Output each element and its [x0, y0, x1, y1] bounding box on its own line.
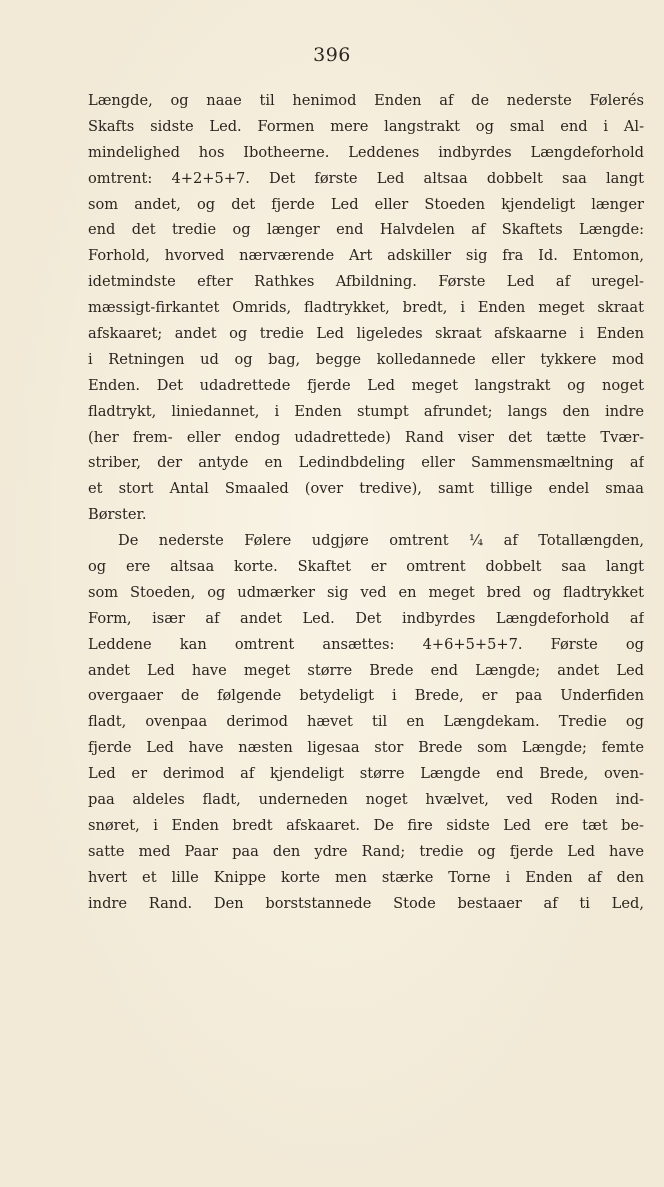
text-line: et stort Antal Smaaled (over tredive), samt tillige endel smaa	[88, 480, 644, 498]
text-line: Enden. Det udadrettede fjerde Led meget langstrakt og noget	[88, 376, 644, 394]
text-line: fladtrykt, liniedannet, i Enden stumpt afrundet; langs den indre	[88, 402, 644, 420]
text-line: snøret, i Enden bredt afskaaret. De fire sidste Led ere tæt be-	[88, 816, 644, 834]
text-line: satte med Paar paa den ydre Rand; tredie og fjerde Led have	[88, 842, 644, 860]
text-line: som andet, og det fjerde Led eller Stoeden kjendeligt længer	[88, 195, 644, 213]
text-line: andet Led have meget større Brede end Længde; andet Led	[88, 661, 644, 679]
text-line: end det tredie og længer end Halvdelen af Skaftets Længde:	[88, 221, 644, 239]
text-line: De nederste Følere udgjøre omtrent ¼ af Totallængden,	[118, 532, 644, 550]
text-line: og ere altsaa korte. Skaftet er omtrent dobbelt saa langt	[88, 558, 644, 576]
text-line: (her frem- eller endog udadrettede) Rand viser det tætte Tvær-	[88, 428, 644, 446]
page-number: 396	[313, 44, 351, 66]
body-text	[88, 88, 644, 917]
text-line: som Stoeden, og udmærker sig ved en meget bred og fladtrykket	[88, 583, 644, 601]
text-line: Leddene kan omtrent ansættes: 4+6+5+5+7. Første og	[88, 635, 644, 653]
text-line: mæssigt-firkantet Omrids, fladtrykket, bredt, i Enden meget skraat	[88, 299, 644, 317]
text-line: Led er derimod af kjendeligt større Længde end Brede, oven-	[88, 765, 644, 783]
text-line: afskaaret; andet og tredie Led ligeledes skraat afskaarne i Enden	[88, 325, 644, 343]
text-line: Form, især af andet Led. Det indbyrdes Længdeforhold af	[88, 609, 644, 627]
text-line: hvert et lille Knippe korte men stærke Torne i Enden af den	[88, 868, 644, 886]
text-line: Børster.	[88, 506, 147, 524]
text-line: fladt, ovenpaa derimod hævet til en Længdekam. Tredie og	[88, 713, 644, 731]
text-line: Skafts sidste Led. Formen mere langstrakt og smal end i Al-	[88, 117, 644, 135]
text-line: Forhold, hvorved nærværende Art adskiller sig fra Id. Entomon,	[88, 247, 644, 265]
text-line: striber, der antyde en Ledindbdeling eller Sammensmæltning af	[88, 454, 644, 472]
text-line: idetmindste efter Rathkes Afbildning. Første Led af uregel-	[88, 273, 644, 291]
text-line: i Retningen ud og bag, begge kolledannede eller tykkere mod	[88, 350, 644, 368]
text-line: omtrent: 4+2+5+7. Det første Led altsaa dobbelt saa langt	[88, 169, 644, 187]
text-line: paa aldeles fladt, underneden noget hvælvet, ved Roden ind-	[88, 791, 644, 809]
text-line: mindelighed hos Ibotheerne. Leddenes indbyrdes Længdeforhold	[88, 143, 644, 161]
text-line: fjerde Led have næsten ligesaa stor Brede som Længde; femte	[88, 739, 644, 757]
text-line: Længde, og naae til henimod Enden af de nederste Følerés	[88, 92, 644, 109]
text-line: indre Rand. Den borststannede Stode bestaaer af ti Led,	[88, 894, 644, 912]
text-line: overgaaer de følgende betydeligt i Brede, er paa Underfiden	[88, 687, 644, 705]
